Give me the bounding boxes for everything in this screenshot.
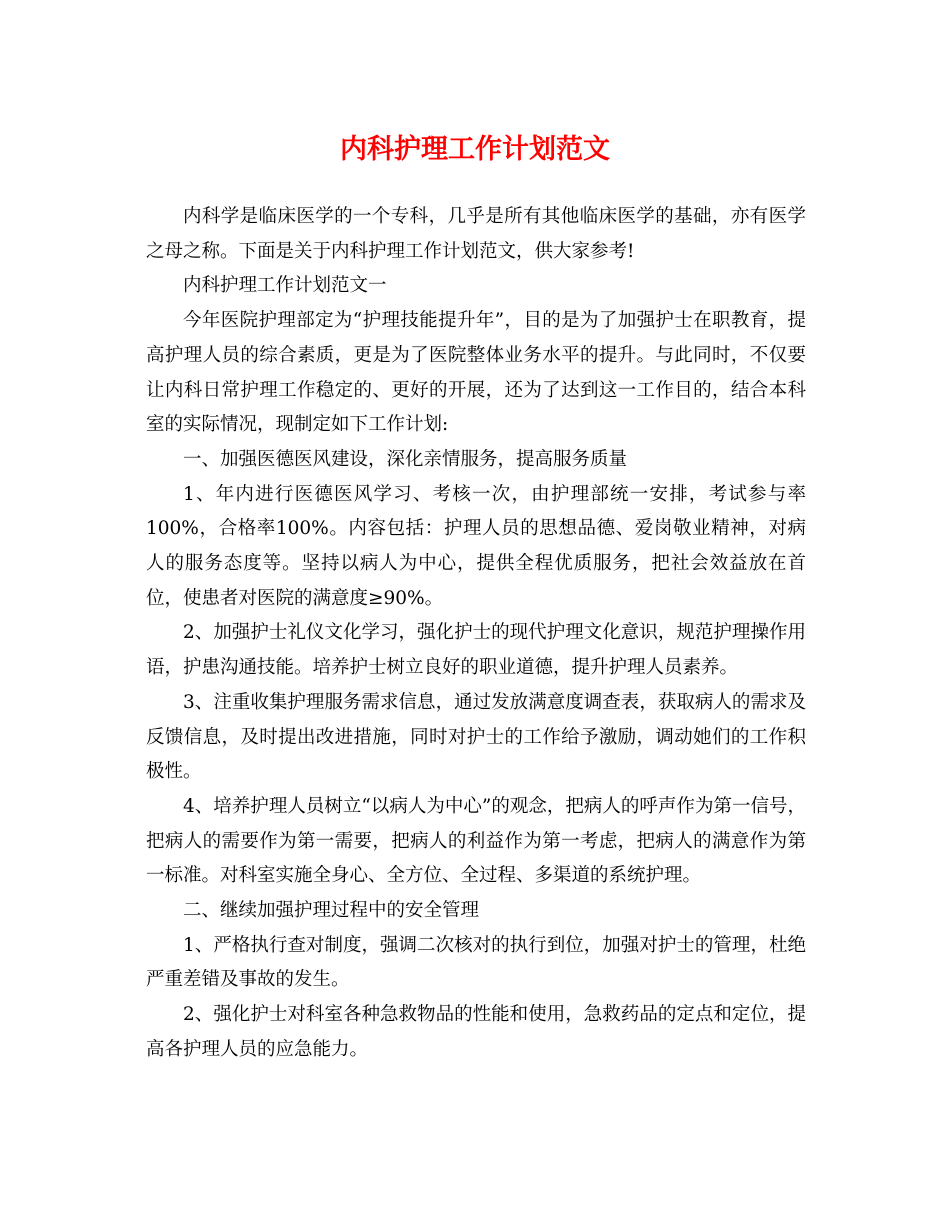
safety-item-2: 2、强化护士对科室各种急救物品的性能和使用，急救药品的定点和定位，提高各护理人员的应急能力。: [146, 1004, 806, 1060]
ethics-item-1: 1、年内进行医德医风学习、考核一次，由护理部统一安排，考试参与率100%，合格率100%。内容包括：护理人员的思想品德、爱岗敬业精神，对病人的服务态度等。坚持以病人为中心，提供全程优质服务，把社会效益放在首位，使患者对医院的满意度≥90%。: [146, 483, 806, 609]
section-heading-ethics: 一、加强医德医风建设，深化亲情服务，提高服务质量: [183, 448, 628, 470]
ethics-item-4: 4、培养护理人员树立“以病人为中心”的观念，把病人的呼声作为第一信号，把病人的需要作为第一需要，把病人的利益作为第一考虑，把病人的满意作为第一标准。对科室实施全身心、全方位、全过程、多渠道的系统护理。: [146, 795, 806, 887]
document-body: [146, 200, 806, 1068]
document-title: 内科护理工作计划范文: [340, 134, 610, 165]
ethics-item-3: 3、注重收集护理服务需求信息，通过发放满意度调查表，获取病人的需求及反馈信息，及时提出改进措施，同时对护士的工作给予激励，调动她们的工作积极性。: [146, 691, 806, 783]
section-heading-sample-one: 内科护理工作计划范文一: [183, 275, 387, 297]
section-heading-safety: 二、继续加强护理过程中的安全管理: [183, 900, 480, 922]
safety-item-1: 1、严格执行查对制度，强调二次核对的执行到位，加强对护士的管理，杜绝严重差错及事故的发生。: [146, 934, 806, 991]
plan-overview-paragraph: 今年医院护理部定为“护理技能提升年”，目的是为了加强护士在职教育，提高护理人员的综合素质，更是为了医院整体业务水平的提升。与此同时，不仅要让内科日常护理工作稳定的、更好的开展，还为了达到这一工作目的，结合本科室的实际情况，现制定如下工作计划:: [146, 310, 806, 436]
intro-paragraph: 内科学是临床医学的一个专科，几乎是所有其他临床医学的基础，亦有医学之母之称。下面是关于内科护理工作计划范文，供大家参考!: [146, 206, 806, 262]
ethics-item-2: 2、加强护士礼仪文化学习，强化护士的现代护理文化意识，规范护理操作用语，护患沟通技能。培养护士树立良好的职业道德，提升护理人员素养。: [146, 622, 806, 679]
